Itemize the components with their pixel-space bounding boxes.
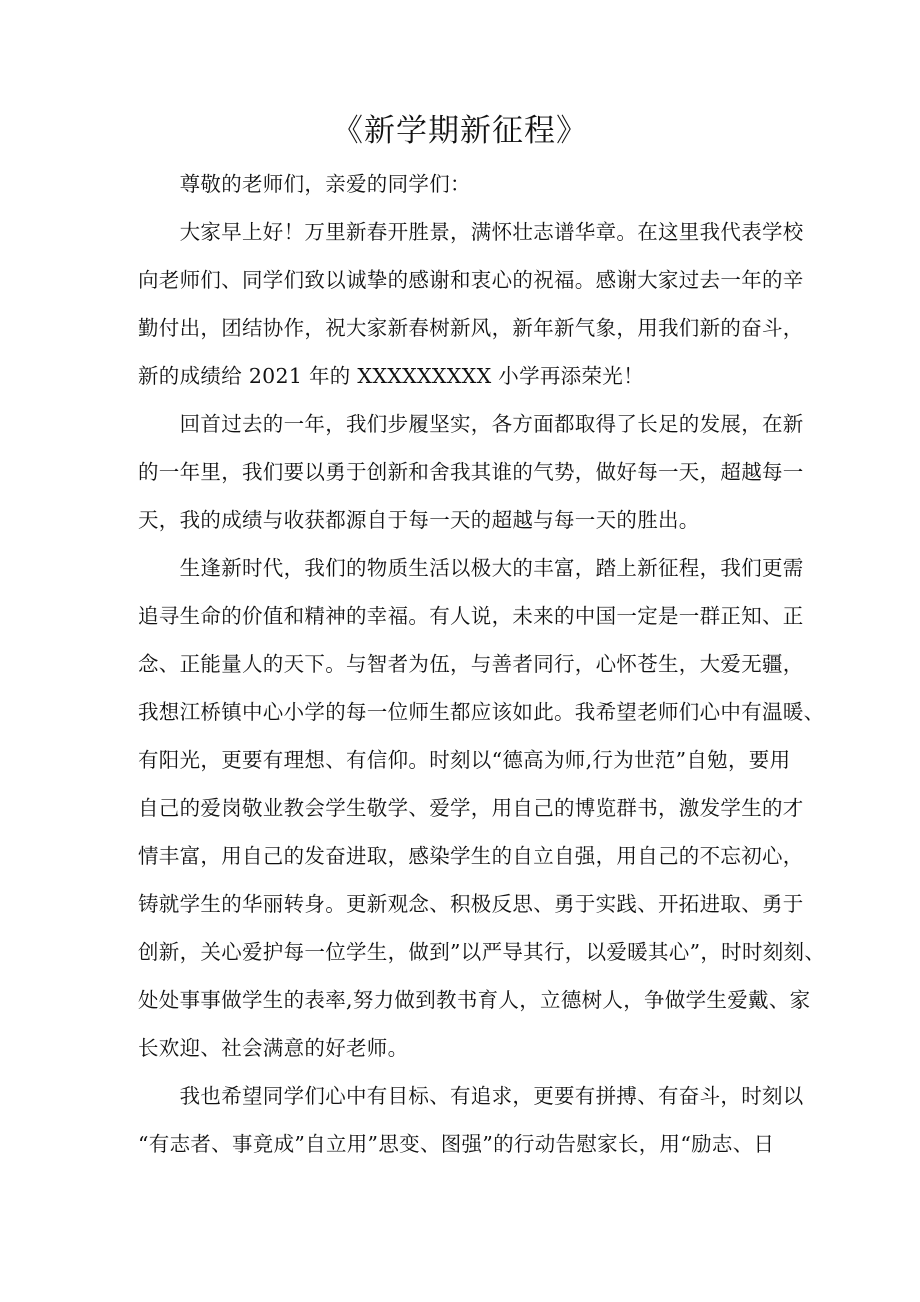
paragraph-line: 勤付出，团结协作，祝大家新春树新风，新年新气象，用我们新的奋斗， — [138, 316, 804, 340]
paragraph-students — [138, 1072, 804, 1168]
document-title: 《新学期新征程》 — [332, 113, 588, 149]
paragraph-line: 的一年里，我们要以勇于创新和舍我其谁的气势，做好每一天，超越每一 — [138, 460, 804, 484]
paragraph-line: 处处事事做学生的表率,努力做到教书育人，立德树人，争做学生爱戴、家 — [138, 988, 811, 1012]
paragraph-line: 我也希望同学们心中有目标、有追求，更要有拼搏、有奋斗，时刻以 — [138, 1084, 804, 1108]
paragraph-line: 尊敬的老师们，亲爱的同学们： — [138, 172, 471, 196]
paragraph-line: 我想江桥镇中心小学的每一位师生都应该如此。我希望老师们心中有温暖、 — [138, 700, 825, 724]
paragraph-line: 追寻生命的价值和精神的幸福。有人说，未来的中国一定是一群正知、正 — [138, 604, 804, 628]
document-body — [138, 160, 826, 1168]
paragraph-line: 大家早上好！万里新春开胜景，满怀壮志谱华章。在这里我代表学校 — [138, 220, 804, 244]
paragraph-line: 生逢新时代，我们的物质生活以极大的丰富，踏上新征程，我们更需 — [138, 556, 804, 580]
paragraph-teachers — [138, 544, 826, 1072]
paragraph-line: 向老师们、同学们致以诚挚的感谢和衷心的祝福。感谢大家过去一年的辛 — [138, 268, 804, 292]
paragraph-line: “有志者、事竟成”自立用”思变、图强”的行动告慰家长，用“励志、日 — [138, 1132, 775, 1156]
paragraph-line: 有阳光，更要有理想、有信仰。时刻以“德高为师,行为世范”自勉，要用 — [138, 748, 791, 772]
paragraph-line: 长欢迎、社会满意的好老师。 — [138, 1036, 409, 1060]
paragraph-line: 创新，关心爱护每一位学生，做到”以严导其行，以爱暖其心”，时时刻刻、 — [138, 940, 826, 964]
paragraph-line: 天，我的成绩与收获都源自于每一天的超越与每一天的胜出。 — [138, 508, 700, 532]
paragraph-line: 铸就学生的华丽转身。更新观念、积极反思、勇于实践、开拓进取、勇于 — [138, 892, 804, 916]
paragraph-greeting — [138, 160, 788, 208]
paragraph-line: 念、正能量人的天下。与智者为伍，与善者同行，心怀苍生，大爱无疆， — [138, 652, 804, 676]
paragraph-opening — [138, 208, 804, 400]
paragraph-line: 回首过去的一年，我们步履坚实，各方面都取得了长足的发展，在新 — [138, 412, 804, 436]
paragraph-line: 自己的爱岗敬业教会学生敬学、爱学，用自己的博览群书，激发学生的才 — [138, 796, 804, 820]
paragraph-review — [138, 400, 804, 544]
paragraph-line: 新的成绩给 2021 年的 XXXXXXXXX 小学再添荣光！ — [138, 364, 644, 388]
paragraph-line: 情丰富，用自己的发奋进取，感染学生的自立自强，用自己的不忘初心， — [138, 844, 804, 868]
